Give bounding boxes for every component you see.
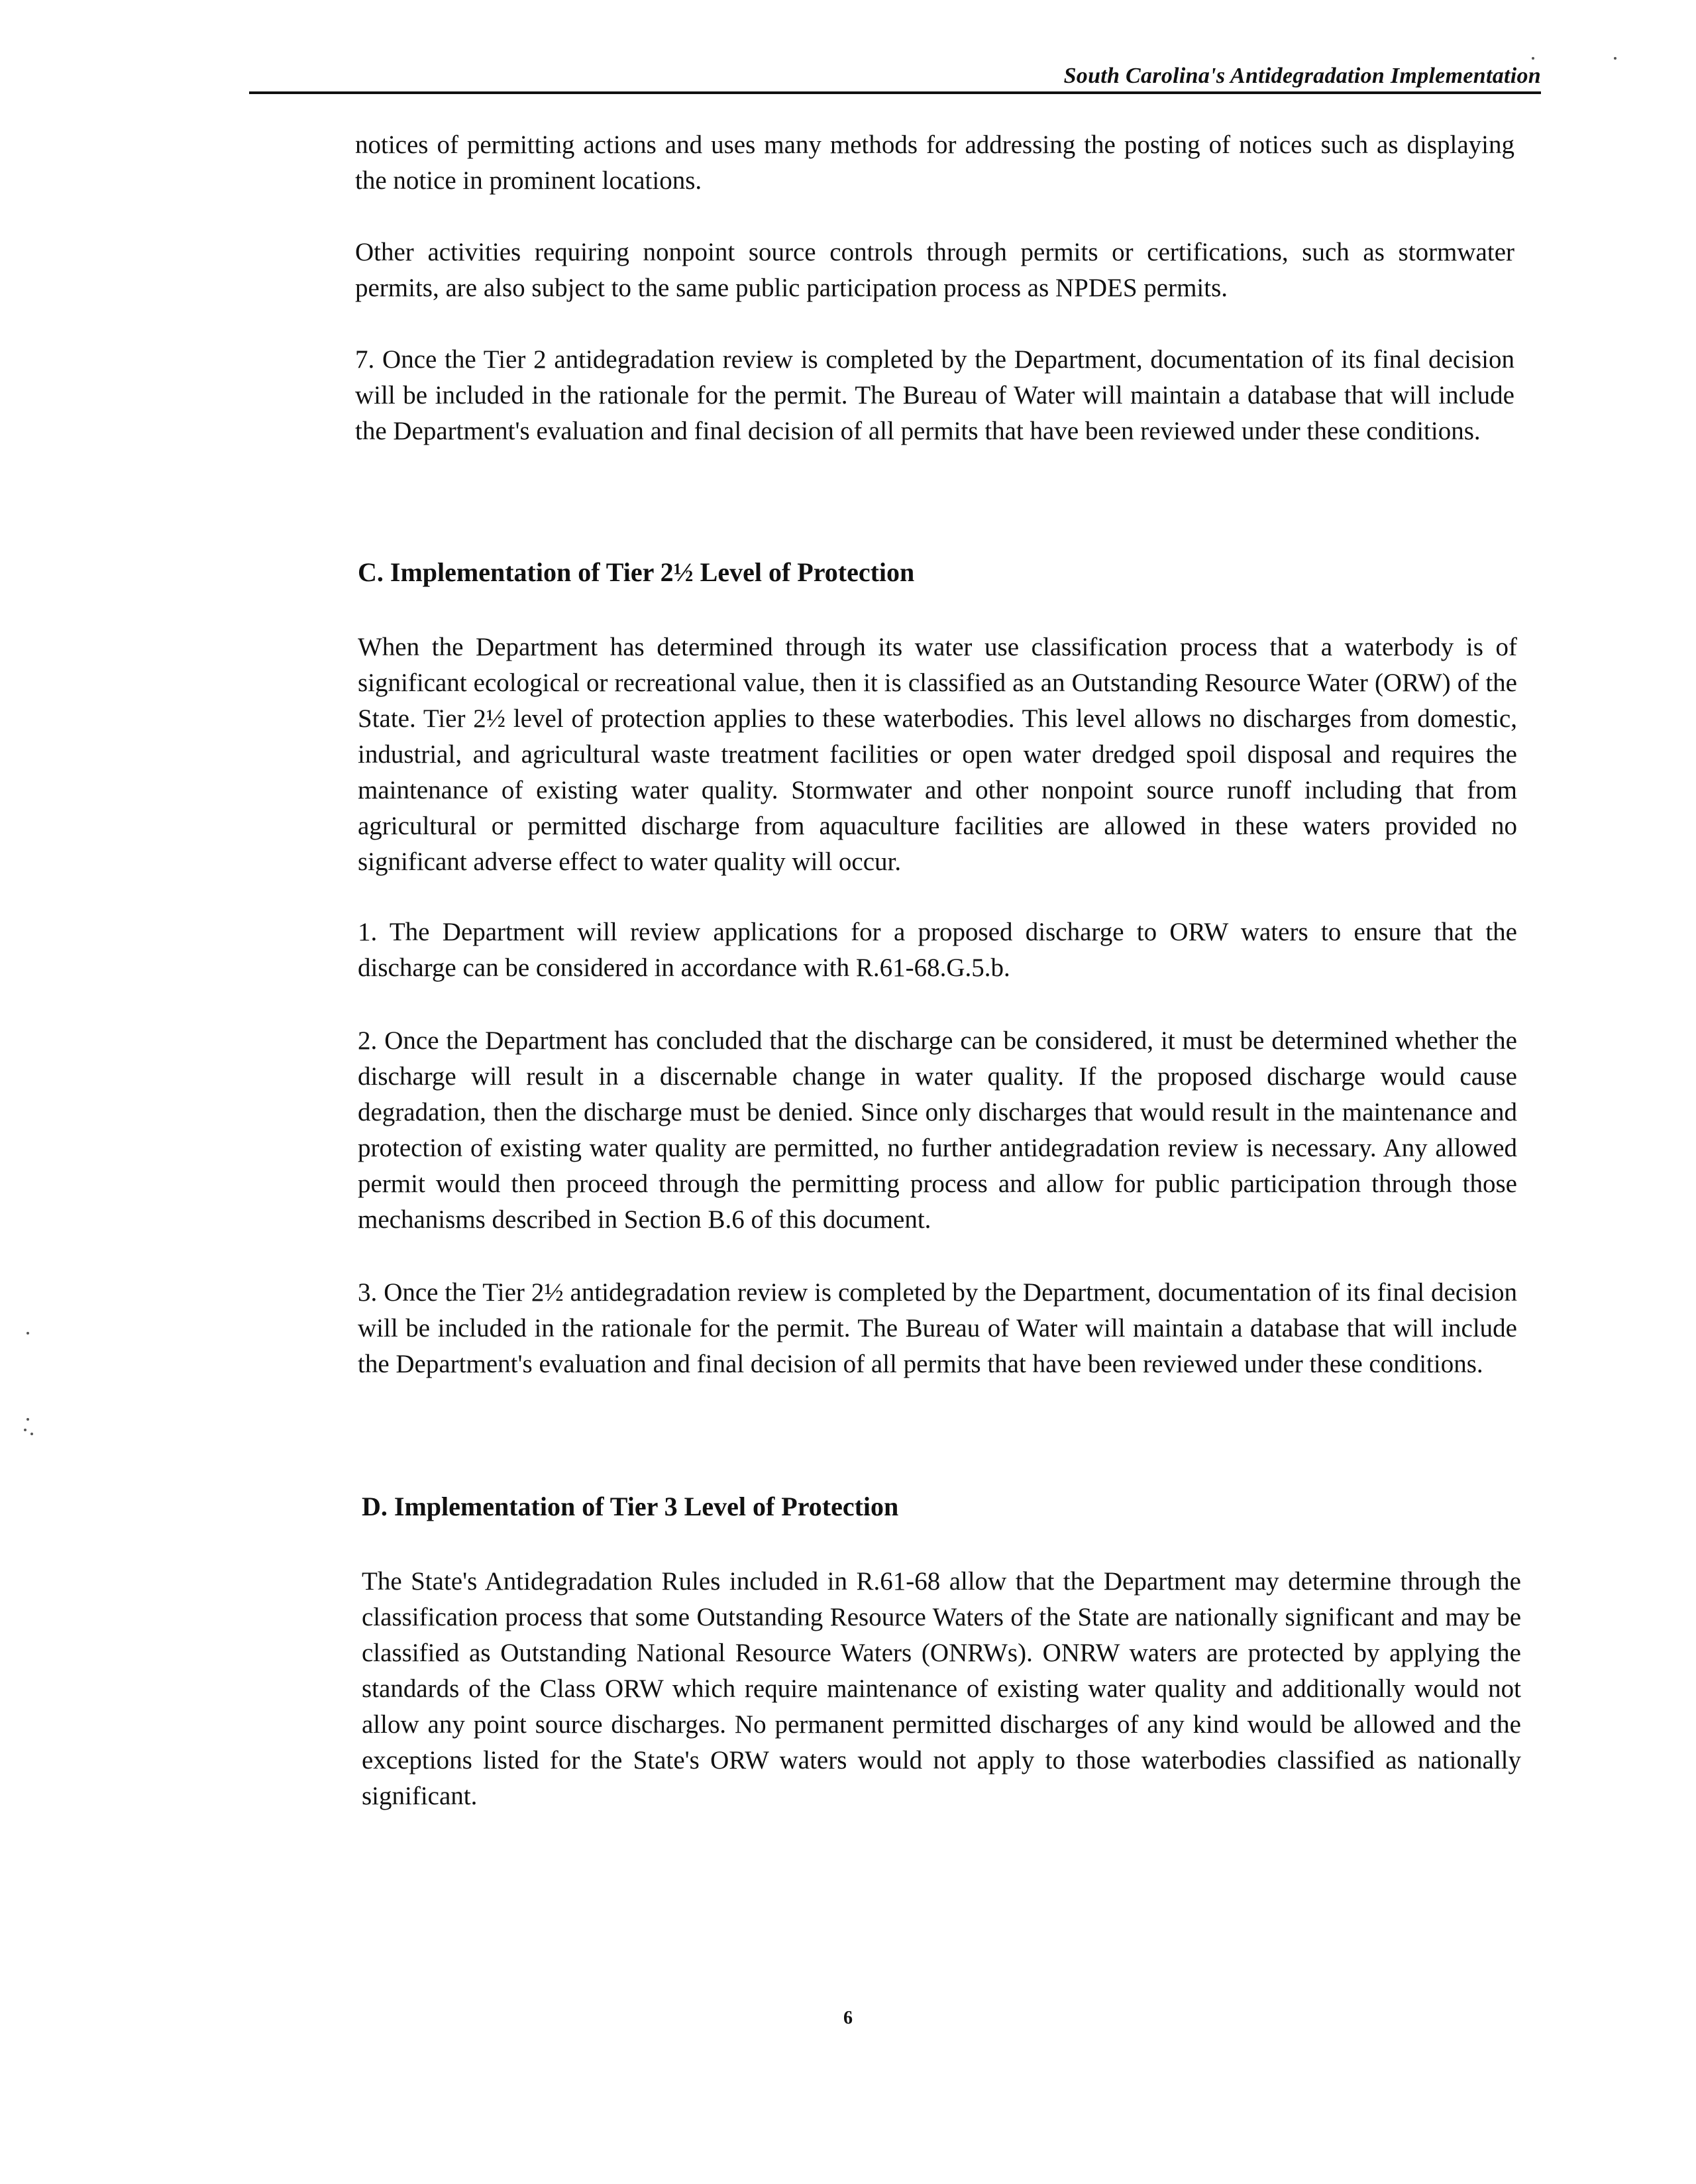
section-c-item-3 (358, 1275, 1517, 1382)
item-number: 3. (358, 1278, 378, 1307)
section-c-intro (358, 629, 1517, 880)
scan-speck (26, 1418, 29, 1421)
item-number: 2. (358, 1026, 378, 1055)
item-text: Once the Department has concluded that the discharge can be considered, it must be determined whether the discharge will result in a discernable change in water quality. If the proposed discharge would cause degradation, then the discharge must be denied. Since only discharges that would result in the maintenance and protection of existing water quality are permitted, no further antidegradation review is necessary. Any allowed permit would then proceed through the permitting process and allow for public participation through those mechanisms described in Section B.6 of this document. (358, 1026, 1517, 1234)
scan-speck (26, 1332, 29, 1335)
list-item (358, 1023, 1517, 1238)
paragraph-tier2-documentation (355, 342, 1514, 449)
section-c-item-2 (358, 1023, 1517, 1238)
section-c-heading: C. Implementation of Tier 2½ Level of Protection (358, 557, 915, 587)
item-text: The Department will review applications for a proposed discharge to ORW waters to ensure that the discharge can be considered in accordance with R.61-68.G.5.b. (358, 918, 1517, 982)
header-rule (249, 91, 1541, 94)
paragraph-text: The State's Antidegradation Rules included in R.61-68 allow that the Department may determine through the classification process that some Outstanding Resource Waters of the State are nationally significant and may be classified as Outstanding National Resource Waters (ONRWs). ONRW waters are protected by applying the standards of the Class ORW which require maintenance of existing water quality and additionally would not allow any point source discharges. No permanent permitted discharges of any kind would be allowed and the exceptions listed for the State's ORW waters would not apply to those waterbodies classified as nationally significant. (362, 1567, 1521, 1810)
page-number: 6 (843, 2008, 853, 2028)
scan-speck (24, 1429, 26, 1431)
item-number: 7. (355, 345, 375, 374)
section-c-item-1 (358, 914, 1517, 986)
paragraph-text: Other activities requiring nonpoint source controls through permits or certifications, such as stormwater permits, are also subject to the same public participation process as NPDES permits. (355, 238, 1514, 302)
scan-speck (1614, 57, 1616, 60)
scan-speck (1532, 57, 1534, 60)
section-d-intro (362, 1564, 1521, 1814)
list-item (358, 914, 1517, 986)
list-item (358, 1275, 1517, 1382)
section-d-heading: D. Implementation of Tier 3 Level of Protection (362, 1492, 899, 1521)
scan-speck (30, 1433, 33, 1435)
paragraph-text: notices of permitting actions and uses many methods for addressing the posting of notices such as displaying the notice in prominent locations. (355, 131, 1514, 195)
paragraph-text: When the Department has determined through its water use classification process that a waterbody is of significant ecological or recreational value, then it is classified as an Outstanding Resource Water (ORW) of the State. Tier 2½ level of protection applies to these waterbodies. This level allows no discharges from domestic, industrial, and agricultural waste treatment facilities or open water dredged spoil disposal and requires the maintenance of existing water quality. Stormwater and other nonpoint source runoff including that from agricultural or permitted discharge from aquaculture facilities are allowed in these waters provided no significant adverse effect to water quality will occur. (358, 633, 1517, 876)
paragraph-public-notices (355, 127, 1514, 199)
paragraph-nonpoint-controls (355, 235, 1514, 306)
item-text: Once the Tier 2½ antidegradation review is completed by the Department, documentation of its final decision will be included in the rationale for the permit. The Bureau of Water will maintain a database that will include the Department's evaluation and final decision of all permits that have been reviewed under these conditions. (358, 1278, 1518, 1378)
item-text: Once the Tier 2 antidegradation review is completed by the Department, documentation of its final decision will be included in the rationale for the permit. The Bureau of Water will maintain a database that will include the Department's evaluation and final decision of all permits that have been reviewed under these conditions. (355, 345, 1515, 445)
paragraph-text (355, 342, 1514, 449)
running-header-title: South Carolina's Antidegradation Implementation (1063, 64, 1541, 88)
item-number: 1. (358, 918, 378, 946)
